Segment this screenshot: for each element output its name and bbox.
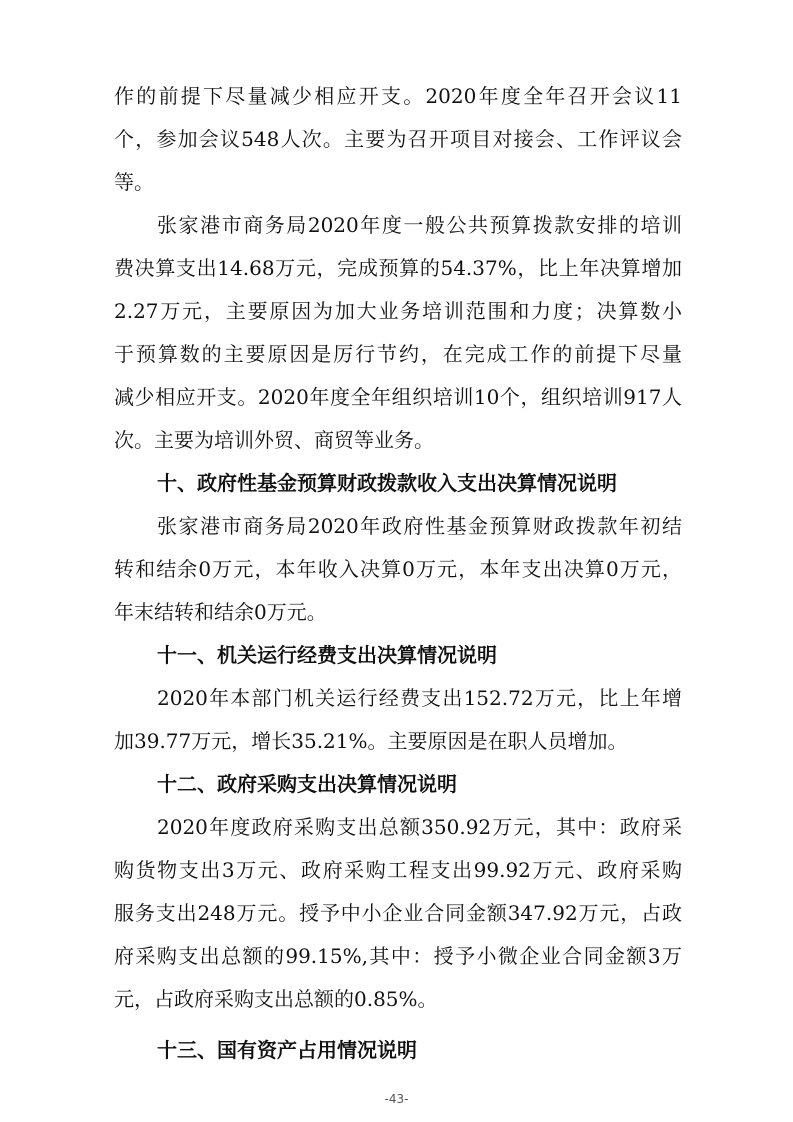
text-line: 府采购支出总额的99.15%,其中：授予小微企业合同金额3万: [114, 944, 682, 968]
text-line: 张家港市商务局2020年政府性基金预算财政拨款年初结: [157, 514, 682, 538]
section-heading: 十二、政府采购支出决算情况说明: [157, 772, 457, 796]
page-number: -43-: [384, 1092, 409, 1106]
text-line: 2020年度政府采购支出总额350.92万元，其中：政府采: [157, 815, 682, 839]
text-line: 元，占政府采购支出总额的0.85%。: [114, 987, 438, 1011]
text-line: 服务支出248万元。授予中小企业合同金额347.92万元，占政: [114, 901, 682, 925]
text-line: 减少相应开支。2020年度全年组织培训10个，组织培训917人: [114, 385, 682, 409]
section-heading: 十、政府性基金预算财政拨款收入支出决算情况说明: [157, 471, 617, 495]
text-line: 购货物支出3万元、政府采购工程支出99.92万元、政府采购: [114, 858, 682, 882]
text-line: 作的前提下尽量减少相应开支。2020年度全年召开会议11: [114, 84, 682, 108]
text-line: 转和结余0万元，本年收入决算0万元，本年支出决算0万元，: [114, 557, 682, 581]
text-line: 个，参加会议548人次。主要为召开项目对接会、工作评议会: [114, 127, 682, 151]
text-line: 2.27万元，主要原因为加大业务培训范围和力度；决算数小: [114, 299, 682, 323]
text-line: 年末结转和结余0万元。: [114, 600, 327, 624]
section-heading: 十一、机关运行经费支出决算情况说明: [157, 643, 497, 667]
text-line: 于预算数的主要原因是厉行节约，在完成工作的前提下尽量: [114, 342, 682, 366]
section-heading: 十三、国有资产占用情况说明: [157, 1038, 417, 1062]
text-line: 次。主要为培训外贸、商贸等业务。: [114, 428, 434, 452]
text-line: 费决算支出14.68万元，完成预算的54.37%，比上年决算增加: [114, 256, 682, 280]
text-line: 张家港市商务局2020年度一般公共预算拨款安排的培训: [157, 213, 682, 237]
text-line: 2020年本部门机关运行经费支出152.72万元，比上年增: [157, 686, 682, 710]
text-line: 等。: [114, 170, 154, 194]
text-line: 加39.77万元，增长35.21%。主要原因是在职人员增加。: [114, 729, 628, 753]
